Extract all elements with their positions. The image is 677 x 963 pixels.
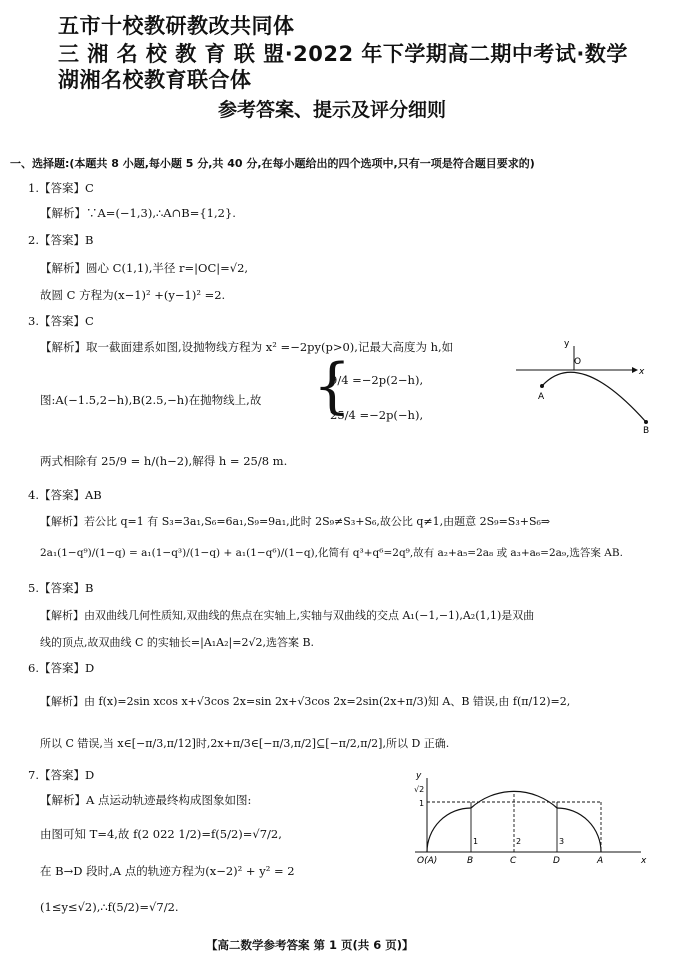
q3-system-eq-1: 9/4 =−2p(2−h), — [330, 373, 424, 387]
page-footer: 【高二数学参考答案 第 1 页(共 6 页)】 — [206, 938, 414, 952]
q7-one-label: 1 — [419, 799, 425, 808]
q7-tick-2: 2 — [516, 837, 522, 846]
q7-trajectory-figure — [405, 768, 655, 868]
section-heading: 一、选择题:(本题共 8 小题,每小题 5 分,共 40 分,在每小题给出的四个选项中,只有一项是符合题目要求的) — [10, 157, 535, 170]
q1-line-1: 【解析】∵A=(−1,3),∴A∩B={1,2}. — [40, 206, 236, 220]
q6-line-1: 【解析】由 f(x)=2sin xcos x+√3cos 2x=sin 2x+√3cos 2x=2sin(2x+π/3)知 A、B 错误,由 f(π/12)=2, — [40, 695, 571, 708]
q4-line-2: 2a₁(1−q⁹)/(1−q) = a₁(1−q³)/(1−q) + a₁(1−q⁶)/(1−q),化简有 q³+q⁶=2q⁹,故有 a₂+a₅=2a₈ 或 a₃+a₆=2a₉,选答案 AB. — [40, 547, 623, 559]
q3-y-label: y — [564, 339, 570, 349]
q3-answer: 3.【答案】C — [28, 314, 94, 328]
q7-arc-left — [427, 808, 471, 852]
q1-answer: 1.【答案】C — [28, 181, 94, 195]
q7-line-4: (1≤y≤√2),∴f(5/2)=√7/2. — [40, 900, 179, 914]
q3-parabola-figure — [508, 336, 658, 436]
q3-point-a — [540, 384, 544, 388]
q7-x-label: x — [641, 856, 647, 866]
q2-line-2: 故圆 C 方程为(x−1)² +(y−1)² =2. — [40, 288, 226, 302]
q2-line-1: 【解析】圆心 C(1,1),半径 r=|OC|=√2, — [40, 261, 249, 275]
q5-line-2: 线的顶点,故双曲线 C 的实轴长=|A₁A₂|=2√2,选答案 B. — [40, 636, 315, 649]
q3-a-label: A — [538, 392, 545, 402]
q7-origin-label: O(A) — [417, 856, 438, 866]
q7-tick-3: 3 — [559, 837, 565, 846]
page-title: 参考答案、提示及评分细则 — [218, 99, 447, 121]
q3-point-b — [644, 420, 648, 424]
q4-answer: 4.【答案】AB — [28, 488, 102, 502]
q3-system-eq-2: 25/4 =−2p(−h), — [330, 408, 424, 422]
q6-line-2: 所以 C 错误,当 x∈[−π/3,π/12]时,2x+π/3∈[−π/3,π/2]⊆[−π/2,π/2],所以 D 正确. — [40, 737, 450, 750]
q3-x-arrow — [632, 367, 638, 373]
q3-origin-label: O — [574, 357, 582, 367]
q5-line-1: 【解析】由双曲线几何性质知,双曲线的焦点在实轴上,实轴与双曲线的交点 A₁(−1,−1),A₂(1,1)是双曲 — [40, 609, 535, 622]
q3-b-label: B — [643, 426, 650, 436]
q3-parabola-curve — [542, 372, 646, 422]
q7-root2-label: √2 — [414, 785, 425, 794]
q3-line-2: 图:A(−1.5,2−h),B(2.5,−h)在抛物线上,故 — [40, 393, 262, 407]
q3-line-3: 两式相除有 25/9 = h/(h−2),解得 h = 25/8 m. — [40, 454, 288, 468]
q7-tick-1: 1 — [473, 837, 479, 846]
q7-c-label: C — [510, 856, 517, 866]
q3-x-label: x — [639, 367, 645, 377]
q6-answer: 6.【答案】D — [28, 661, 95, 675]
q3-line-1: 【解析】取一截面建系如图,设抛物线方程为 x² =−2py(p>0),记最大高度为 h,如 — [40, 340, 454, 354]
q2-answer: 2.【答案】B — [28, 233, 94, 247]
header-line-2-exam: ·2022 年下学期高二期中考试·数学 — [284, 42, 628, 66]
q7-b-label: B — [467, 856, 474, 866]
header-line-3: 湖湘名校教育联合体 — [58, 68, 252, 92]
q7-a-label: A — [597, 856, 604, 866]
q7-y-label: y — [416, 771, 422, 781]
q7-line-2: 由图可知 T=4,故 f(2 022 1/2)=f(5/2)=√7/2, — [40, 827, 282, 841]
q5-answer: 5.【答案】B — [28, 581, 94, 595]
q7-answer: 7.【答案】D — [28, 768, 95, 782]
header-line-1: 五市十校教研教改共同体 — [58, 14, 295, 38]
q7-line-1: 【解析】A 点运动轨迹最终构成图象如图: — [40, 793, 252, 807]
q4-line-1: 【解析】若公比 q=1 有 S₃=3a₁,S₆=6a₁,S₉=9a₁,此时 2S₉≠S₃+S₆,故公比 q≠1,由题意 2S₉=S₃+S₆⇒ — [40, 515, 551, 528]
q3-system-brace: { — [313, 351, 352, 421]
q7-d-label: D — [553, 856, 560, 866]
q7-line-3: 在 B→D 段时,A 点的轨迹方程为(x−2)² + y² = 2 — [40, 864, 295, 878]
header-line-2-union: 三 湘 名 校 教 育 联 盟 — [58, 42, 285, 66]
